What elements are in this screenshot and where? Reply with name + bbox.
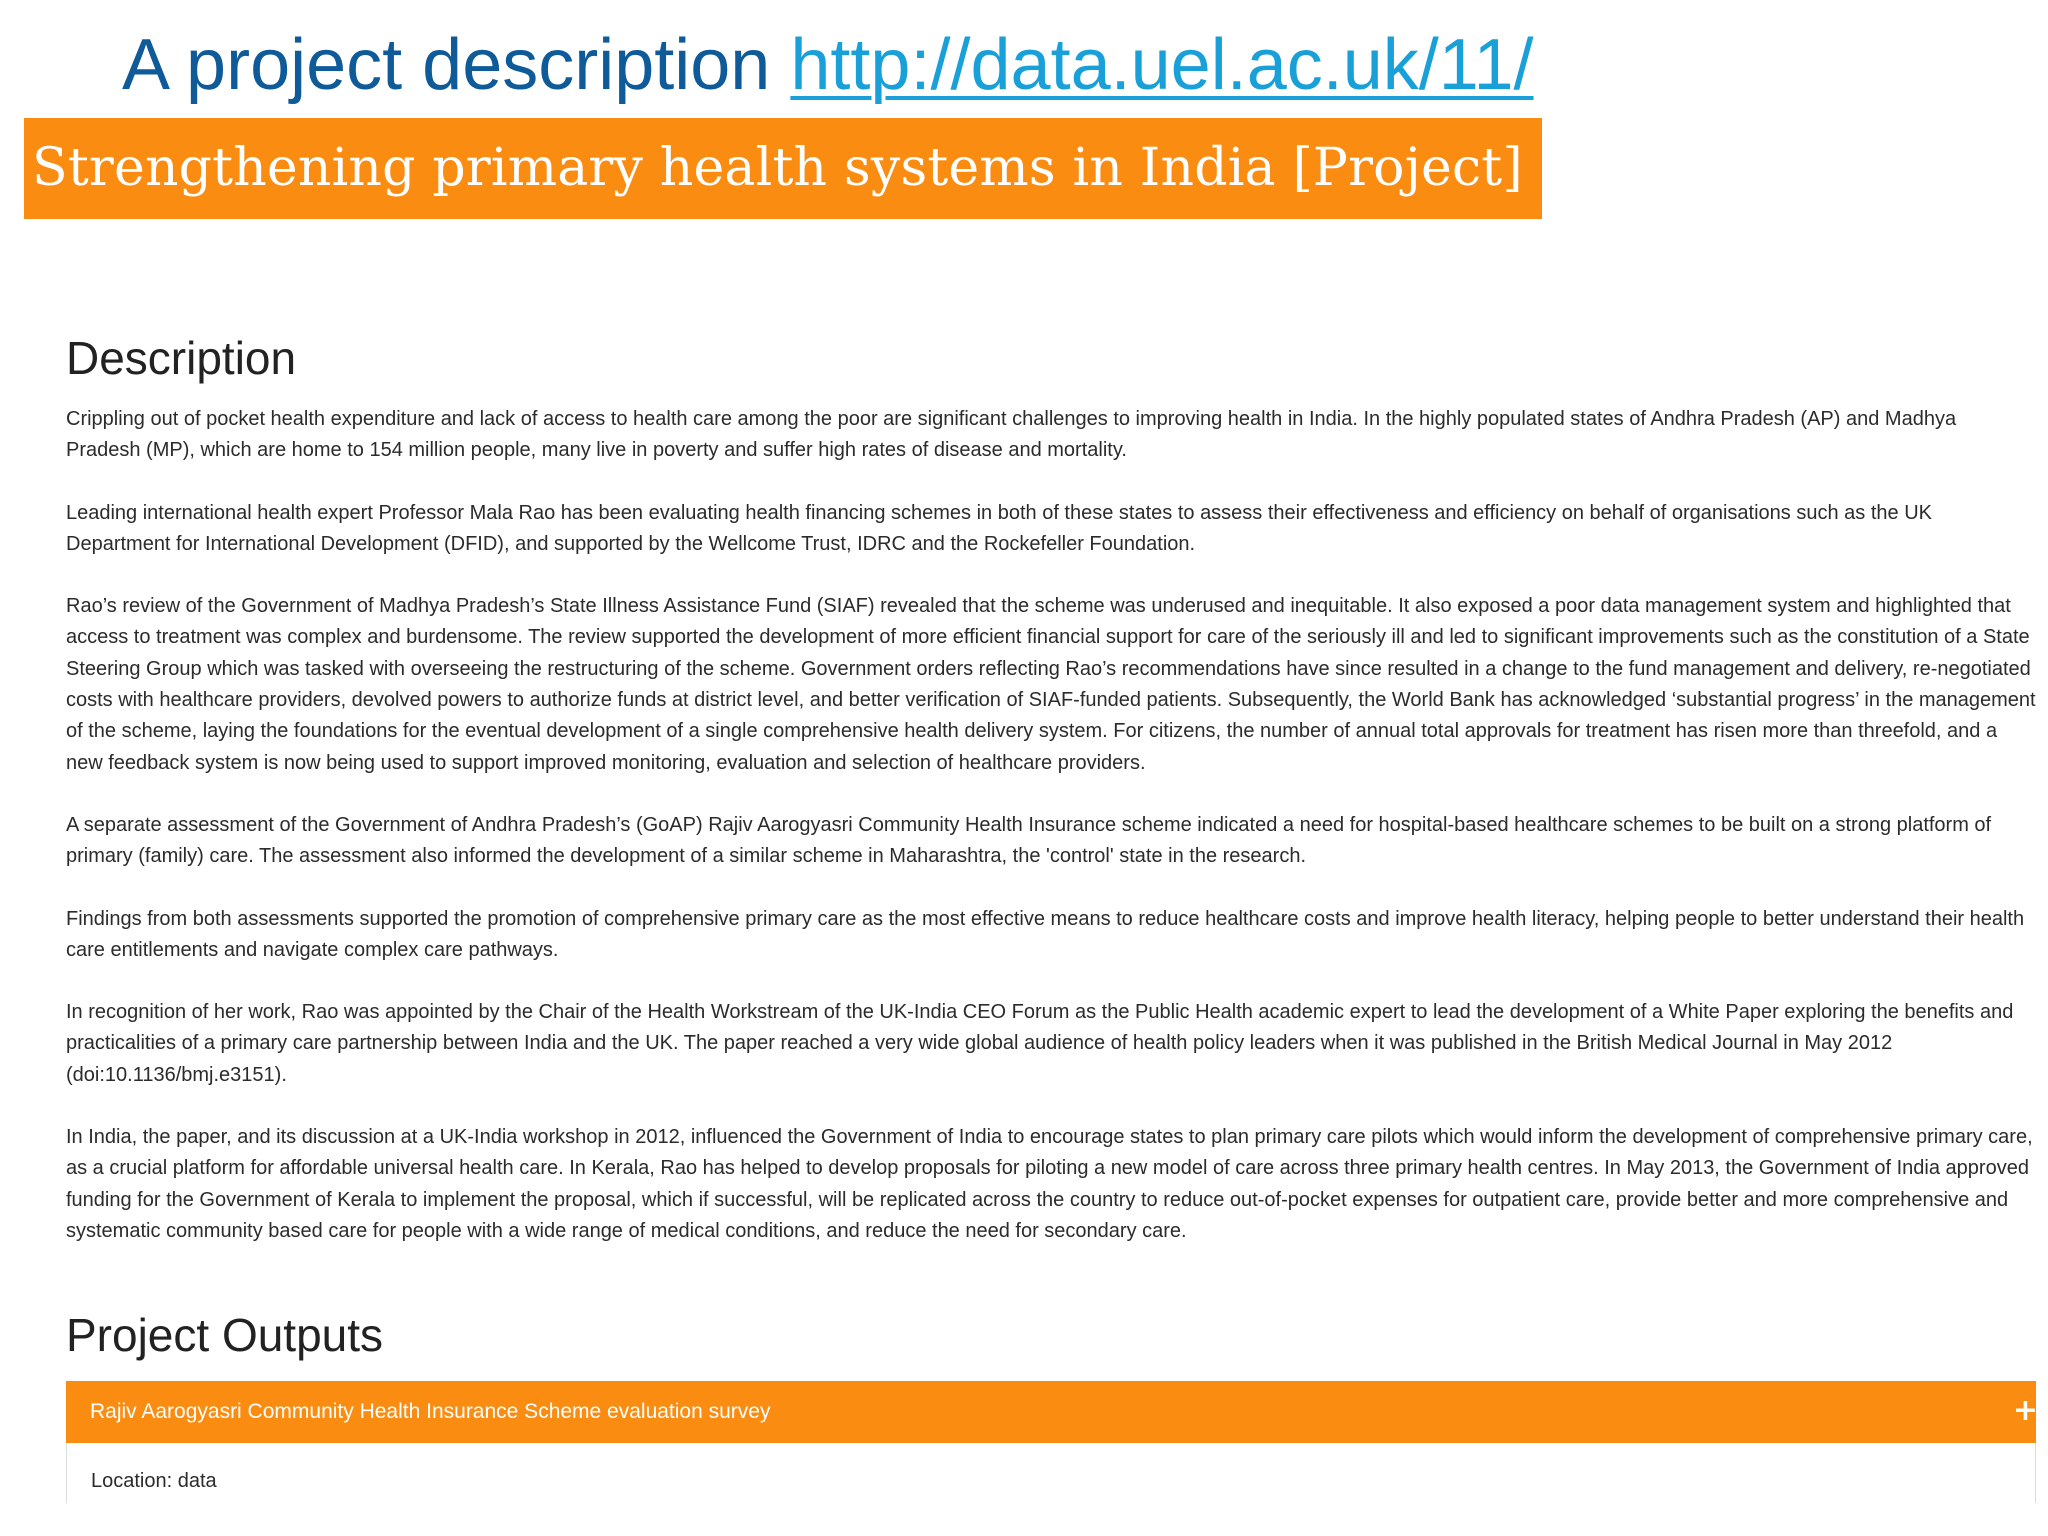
description-paragraph: Rao’s review of the Government of Madhya Pradesh’s State Illness Assistance Fund (SIAF) revealed that the scheme was underused and inequitable. It also exposed a poor data management system and highlighted that access to treatment was complex and burdensome. The review supported the development of more efficient financial support for care of the seriously ill and led to significant improvements such as the constitution of a State Steering Group which was tasked with overseeing the restructuring of the scheme. Government orders reflecting Rao’s recommendations have since resulted in a change to the fund management and delivery, re-negotiated costs with healthcare providers, devolved powers to authorize funds at district level, and better verification of SIAF-funded patients. Subsequently, the World Bank has acknowledged ‘substantial progress’ in the management of the scheme, laying the foundations for the eventual development of a single comprehensive health delivery system. For citizens, the number of annual total approvals for treatment has risen more than threefold, and a new feedback system is now being used to support improved monitoring, evaluation and selection of healthcare providers. [66, 595, 2036, 774]
project-content [66, 320, 2036, 1503]
plus-icon[interactable]: + [2012, 1393, 2038, 1429]
project-title-banner [24, 118, 1542, 219]
description-paragraph: Leading international health expert Professor Mala Rao has been evaluating health financing schemes in both of these states to assess their effectiveness and efficiency on behalf of organisations such as the UK Department for International Development (DFID), and supported by the Wellcome Trust, IDRC and the Rockefeller Foundation. [66, 501, 1932, 555]
output-accordion-header[interactable] [66, 1381, 2036, 1443]
description-paragraph: Findings from both assessments supported the promotion of comprehensive primary care as the most effective means to reduce healthcare costs and improve health literacy, helping people to better understand their health care entitlements and navigate complex care pathways. [66, 907, 2025, 961]
project-url-link[interactable]: http://data.uel.ac.uk/11/ [790, 25, 1534, 105]
project-outputs-heading: Project Outputs [66, 1309, 384, 1362]
slide-title-text: A project description [122, 25, 771, 105]
slide-title [122, 22, 1534, 108]
description-paragraph: In India, the paper, and its discussion at a UK-India workshop in 2012, influenced the Government of India to encourage states to plan primary care pilots which would inform the development of comprehensive primary care, as a crucial platform for affordable universal health care. In Kerala, Rao has helped to develop proposals for piloting a new model of care across three primary health centres. In May 2013, the Government of India approved funding for the Government of Kerala to implement the proposal, which if successful, will be replicated across the country to reduce out-of-pocket expenses for outpatient care, provide better and more comprehensive and systematic community based care for people with a wide range of medical conditions, and reduce the need for secondary care. [66, 1126, 2033, 1242]
output-title: Rajiv Aarogyasri Community Health Insurance Scheme evaluation survey [90, 1400, 771, 1424]
output-accordion-item [66, 1381, 2036, 1503]
description-paragraph: Crippling out of pocket health expenditure and lack of access to health care among the poor are significant challenges to improving health in India. In the highly populated states of Andhra Pradesh (AP) and Madhya Pradesh (MP), which are home to 154 million people, many live in poverty and suffer high rates of disease and mortality. [66, 408, 1957, 462]
description-paragraph: A separate assessment of the Government of Andhra Pradesh’s (GoAP) Rajiv Aarogyasri Community Health Insurance scheme indicated a need for hospital-based healthcare schemes to be built on a strong platform of primary (family) care. The assessment also informed the development of a similar scheme in Maharashtra, the 'control' state in the research. [66, 813, 1992, 868]
description-paragraph: In recognition of her work, Rao was appointed by the Chair of the Health Workstream of the UK-India CEO Forum as the Public Health academic expert to lead the development of a White Paper exploring the benefits and practicalities of a primary care partnership between India and the UK. The paper reached a very wide global audience of health policy leaders when it was published in the British Medical Journal in May 2012 (doi:10.1136/bmj.e3151). [66, 1001, 2014, 1086]
description-heading: Description [66, 332, 297, 384]
project-title: Strengthening primary health systems in India [Project] [32, 138, 1523, 198]
output-location: Location: data [91, 1470, 217, 1493]
output-accordion-body [66, 1443, 2036, 1503]
